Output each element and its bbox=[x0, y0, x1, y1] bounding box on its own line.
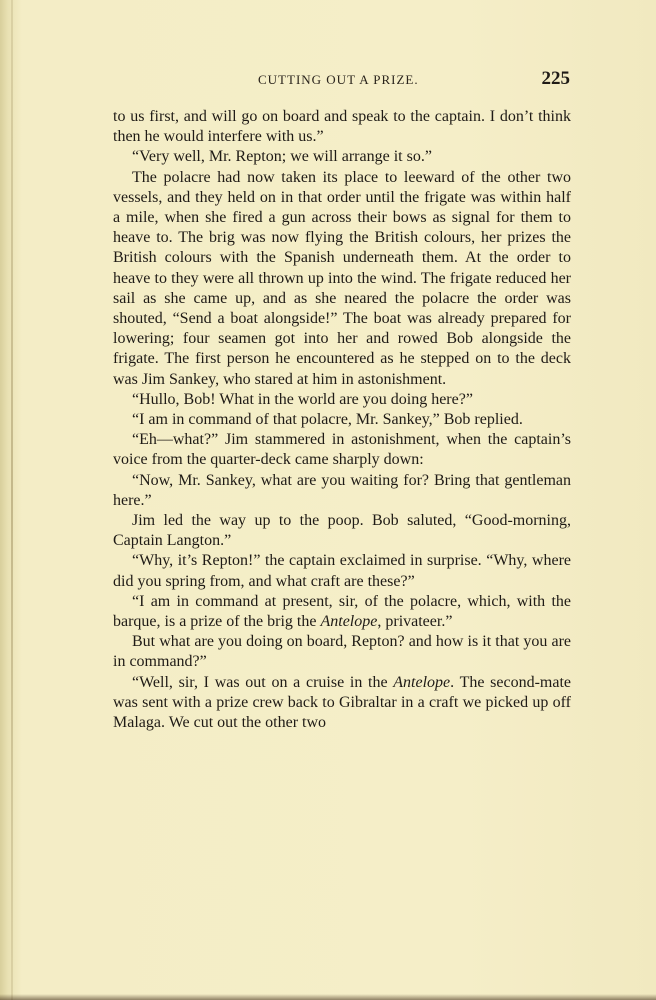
paragraph bbox=[113, 471, 571, 511]
paragraph bbox=[113, 673, 571, 734]
text-segment: But what are you doing on board, Repton? and how is it that you are in command?” bbox=[113, 633, 571, 671]
text-segment: “I am in command of that polacre, Mr. Sankey,” Bob replied. bbox=[132, 411, 523, 429]
text-segment: “Well, sir, I was out on a cruise in the bbox=[132, 673, 394, 691]
text-segment: Jim led the way up to the poop. Bob saluted, “Good-morning, Captain Langton.” bbox=[113, 512, 571, 550]
text-segment: The polacre had now taken its place to leeward of the other two vessels, and they held on in that order until the frigate was within half a mile, when she fired a gun across their bows as signal for them to heave to. The brig was now flying the British colours, her prizes the British colours with the Spanish underneath them. At the order to heave to they were all thrown up into the wind. The frigate reduced her sail as she came up, and as she neared the polacre the order was shouted, “Send a boat alongside!” The boat was already prepared for lowering; four seamen got into her and rowed Bob alongside the frigate. The first person he encountered as he stepped on to the deck was Jim Sankey, who stared at him in astonishment. bbox=[113, 168, 571, 388]
paragraph bbox=[113, 410, 571, 430]
page-bottom-edge bbox=[0, 994, 656, 1000]
paragraph bbox=[113, 430, 571, 470]
page-number: 225 bbox=[541, 68, 570, 89]
text-segment: to us first, and will go on board and speak to the captain. I don’t think then he would interfere with us.” bbox=[113, 108, 571, 146]
paragraph bbox=[113, 592, 571, 632]
paragraph bbox=[113, 147, 571, 167]
text-segment: “Why, it’s Repton!” the captain exclaimed in surprise. “Why, where did you spring from, and what craft are these?” bbox=[113, 552, 571, 590]
text-segment: “Hullo, Bob! What in the world are you doing here?” bbox=[132, 390, 473, 408]
paragraph bbox=[113, 107, 571, 147]
running-head: CUTTING OUT A PRIZE. bbox=[258, 72, 419, 87]
text-segment: “Now, Mr. Sankey, what are you waiting for? Bring that gentleman here.” bbox=[113, 471, 571, 509]
paragraph bbox=[113, 168, 571, 390]
text-segment: “I am in command at present, sir, of the polacre, which, with the barque, is a prize of the brig the bbox=[113, 592, 571, 631]
text-segment: “Eh—what?” Jim stammered in astonishment, when the captain’s voice from the quarter-deck came sharply down: bbox=[113, 431, 571, 469]
paragraph bbox=[113, 390, 571, 410]
paragraph bbox=[113, 551, 571, 591]
ship-name-italic: Antelope bbox=[320, 613, 378, 631]
body-text bbox=[113, 107, 571, 733]
text-segment: “Very well, Mr. Repton; we will arrange it so.” bbox=[132, 148, 432, 166]
paragraph bbox=[113, 632, 571, 672]
text-segment: . The second-mate was sent with a prize crew back to Gibraltar in a craft we picked up off Malaga. We cut out the other two bbox=[113, 673, 572, 732]
ship-name-italic: Antelope bbox=[393, 673, 451, 691]
text-segment: , privateer.” bbox=[377, 613, 453, 631]
binding-gutter bbox=[11, 0, 13, 1000]
paragraph bbox=[113, 511, 571, 551]
